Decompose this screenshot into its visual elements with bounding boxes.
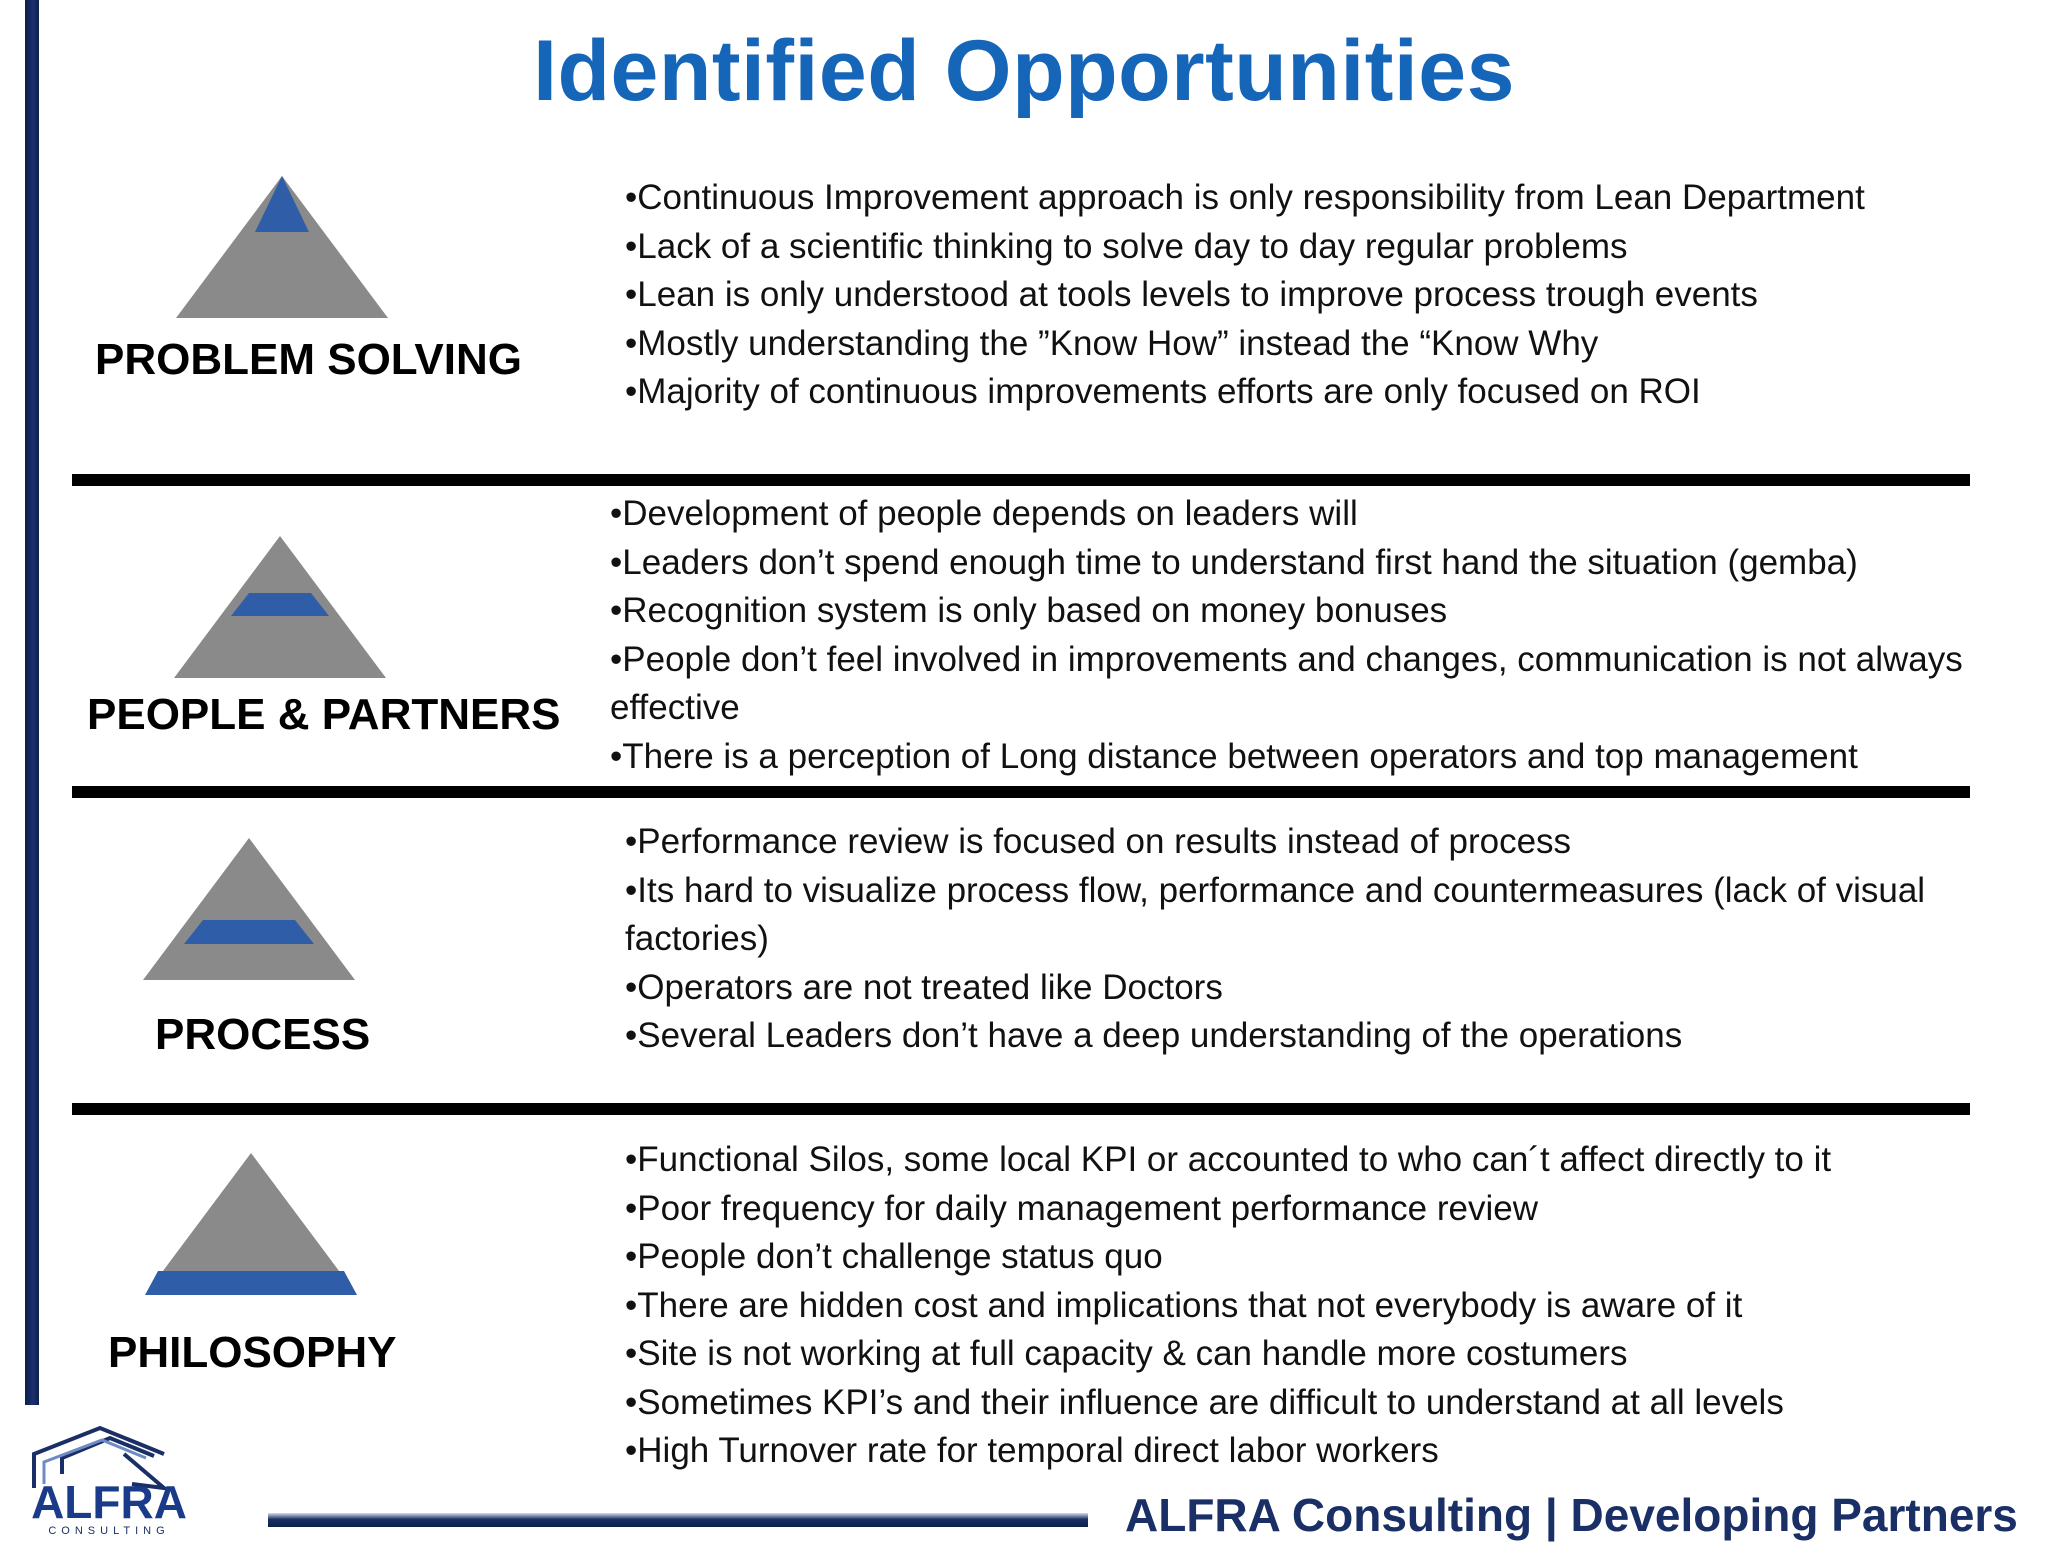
pyramid-icon-people-partners [174,536,386,678]
bullet-item: • Recognition system is only based on money bonuses [610,587,1970,636]
section-label-problem-solving: PROBLEM SOLVING [95,335,522,384]
section-label-philosophy: PHILOSOPHY [108,1328,397,1377]
section-label-people-partners: PEOPLE & PARTNERS [87,690,561,739]
bullet-list-process [625,818,1945,1061]
bullet-item: • Several Leaders don’t have a deep understanding of the operations [625,1012,1945,1061]
bullet-item: • High Turnover rate for temporal direct labor workers [625,1427,1965,1476]
pyramid-icon-problem-solving [176,176,388,318]
section-divider [72,1103,1970,1115]
bullet-item: • Lean is only understood at tools levels to improve process trough events [625,271,1965,320]
bullet-item: • Sometimes KPI’s and their influence are difficult to understand at all levels [625,1379,1965,1428]
bullet-item: • Functional Silos, some local KPI or accounted to who can´t affect directly to it [625,1136,1965,1185]
logo-wordmark: ALFRA [31,1476,187,1528]
bullet-item: • Leaders don’t spend enough time to understand first hand the situation (gemba) [610,539,1970,588]
footer-tagline: ALFRA Consulting | Developing Partners [1125,1489,2018,1541]
section-label-process: PROCESS [155,1010,371,1059]
bullet-item: • There are hidden cost and implications that not everybody is aware of it [625,1282,1965,1331]
bullet-list-problem-solving [625,174,1965,417]
bullet-item: • Development of people depends on leaders will [610,490,1970,539]
bullet-item: • Performance review is focused on results instead of process [625,818,1945,867]
alfra-logo [14,1418,204,1536]
bullet-list-people-partners [610,490,1970,781]
bullet-item: • Continuous Improvement approach is only responsibility from Lean Department [625,174,1965,223]
section-divider [72,786,1970,798]
logo-subtitle: CONSULTING [48,1525,170,1536]
bullet-item: • People don’t feel involved in improvements and changes, communication is not always effective [610,636,1970,733]
left-accent-bar [25,0,39,1405]
bullet-item: • People don’t challenge status quo [625,1233,1965,1282]
bullet-item: • There is a perception of Long distance between operators and top management [610,733,1970,782]
bullet-item: • Its hard to visualize process flow, performance and countermeasures (lack of visual factories) [625,867,1945,964]
bullet-item: • Lack of a scientific thinking to solve day to day regular problems [625,223,1965,272]
page-title: Identified Opportunities [533,23,1515,119]
bullet-item: • Operators are not treated like Doctors [625,964,1945,1013]
bullet-item: • Majority of continuous improvements efforts are only focused on ROI [625,368,1965,417]
bullet-item: • Poor frequency for daily management performance review [625,1185,1965,1234]
section-divider [72,474,1970,486]
pyramid-icon-process [143,838,355,980]
bullet-item: • Site is not working at full capacity & can handle more costumers [625,1330,1965,1379]
pyramid-icon-philosophy [145,1153,357,1295]
bullet-item: • Mostly understanding the ”Know How” instead the “Know Why [625,320,1965,369]
footer-bar [268,1513,1088,1527]
bullet-list-philosophy [625,1136,1965,1476]
